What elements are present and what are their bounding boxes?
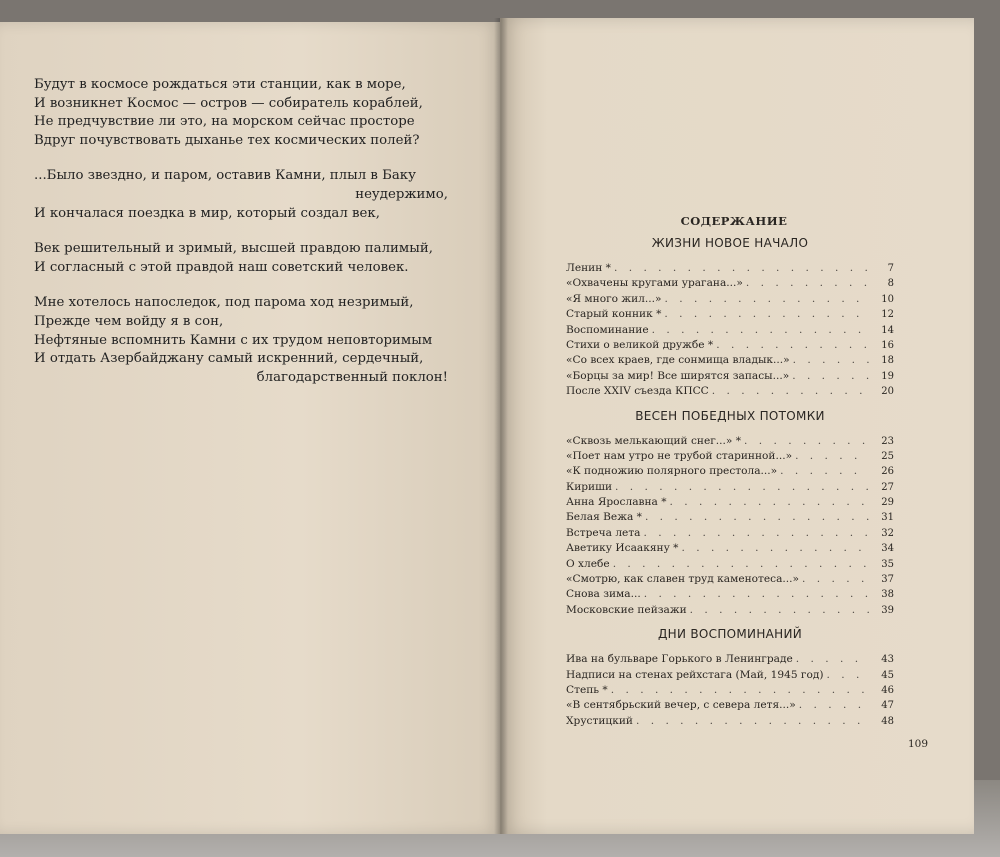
toc-section-entries bbox=[566, 262, 894, 401]
toc-entry bbox=[566, 435, 894, 450]
toc-entry-page: 34 bbox=[881, 543, 894, 555]
toc-entry-title: Аветику Исаакяну * bbox=[566, 542, 679, 555]
toc-entry-page: 47 bbox=[881, 700, 894, 712]
dot-leader bbox=[793, 354, 869, 366]
toc-entry-page: 16 bbox=[881, 339, 894, 351]
poem-stanza bbox=[34, 294, 454, 387]
dot-leader bbox=[670, 496, 869, 508]
toc-entry-title: Московские пейзажи bbox=[566, 603, 687, 616]
toc-entry-page: 7 bbox=[887, 263, 894, 274]
toc-entry-title: Воспоминание bbox=[566, 323, 649, 336]
toc-entry-title: После XXIV съезда КПСС bbox=[566, 385, 709, 398]
poem-line: Не предчувствие ли это, на морском сейчас просторе bbox=[34, 114, 415, 130]
toc-entry-page: 46 bbox=[881, 684, 894, 696]
toc-entry-title: Кириши bbox=[566, 480, 613, 493]
toc-entry-title: «Борцы за мир! Все ширятся запасы...» bbox=[566, 369, 790, 382]
toc-entry-title: Ленин * bbox=[566, 262, 611, 274]
toc-entry bbox=[566, 262, 894, 277]
toc-entry bbox=[566, 465, 894, 480]
dot-leader bbox=[613, 558, 869, 570]
toc-entry-title: «Я много жил...» bbox=[566, 292, 662, 305]
toc-entry-title: «Со всех краев, где сонмища владык...» bbox=[566, 354, 790, 367]
poem-stanza bbox=[34, 240, 454, 277]
dot-leader bbox=[664, 308, 869, 320]
page-number: 109 bbox=[908, 738, 929, 750]
toc-entry bbox=[566, 324, 894, 339]
toc-entry-page: 43 bbox=[881, 654, 894, 666]
dot-leader bbox=[611, 684, 869, 696]
toc-entry-title: Анна Ярославна * bbox=[566, 496, 667, 509]
toc-entry-title: «Поет нам утро не трубой старинной...» bbox=[566, 449, 793, 462]
dot-leader bbox=[644, 588, 869, 600]
toc-entry bbox=[566, 293, 894, 308]
toc-entry bbox=[566, 588, 894, 603]
toc-entry-title: «Охвачены кругами урагана...» bbox=[566, 277, 743, 290]
poem-line: Вдруг почувствовать дыханье тех космических полей? bbox=[34, 132, 420, 148]
toc-entry-title: «В сентябрьский вечер, с севера летя...» bbox=[566, 699, 796, 712]
toc-entry bbox=[566, 308, 894, 323]
toc-entry-page: 45 bbox=[881, 669, 894, 681]
toc-entry bbox=[566, 699, 894, 714]
toc-entry-page: 19 bbox=[881, 370, 894, 382]
toc-entry bbox=[566, 715, 894, 730]
toc-entry-page: 10 bbox=[881, 293, 894, 305]
toc-section-entries bbox=[566, 435, 894, 620]
poem-line: И кончалася поездка в мир, который создал век, bbox=[34, 205, 380, 221]
dot-leader bbox=[614, 262, 869, 274]
poem-line: Прежде чем войду я в сон, bbox=[34, 313, 224, 329]
toc-entry-page: 38 bbox=[881, 589, 894, 601]
toc-entry bbox=[566, 684, 894, 699]
toc-entry-page: 14 bbox=[881, 324, 894, 336]
toc-entry bbox=[566, 354, 894, 369]
poem-stanza bbox=[34, 167, 454, 223]
table-of-contents bbox=[566, 214, 894, 738]
toc-entry-title: Старый конник * bbox=[566, 308, 662, 321]
dot-leader bbox=[652, 324, 869, 336]
dot-leader bbox=[744, 435, 869, 447]
toc-section-heading: ВЕСЕН ПОБЕДНЫХ ПОТОМКИ bbox=[635, 408, 825, 423]
poem-line: Век решительный и зримый, высшей правдою палимый, bbox=[34, 241, 433, 257]
toc-entry-page: 8 bbox=[887, 278, 894, 290]
poem-line: Нефтяные вспомнить Камни с их трудом неповторимым bbox=[34, 332, 433, 348]
dot-leader bbox=[780, 465, 869, 477]
dot-leader bbox=[712, 385, 869, 397]
toc-entry-title: Надписи на стенах рейхстага (Май, 1945 год) bbox=[566, 668, 824, 681]
toc-entry bbox=[566, 527, 894, 542]
poem-line: ...Было звездно, и паром, оставив Камни, плыл в Баку bbox=[34, 168, 416, 184]
toc-entry-title: О хлебе bbox=[566, 557, 610, 570]
toc-entry-page: 29 bbox=[881, 497, 894, 509]
toc-entry bbox=[566, 370, 894, 385]
toc-entry-title: «Смотрю, как славен труд каменотеса...» bbox=[566, 573, 799, 586]
toc-entry-page: 25 bbox=[881, 450, 894, 462]
dot-leader bbox=[716, 339, 869, 351]
toc-entry-title: «Сквозь мелькающий снег...» * bbox=[566, 434, 742, 447]
toc-entry-page: 26 bbox=[881, 466, 894, 478]
toc-entry-title: Степь * bbox=[566, 683, 608, 696]
dot-leader bbox=[645, 511, 869, 523]
toc-entry-page: 37 bbox=[881, 574, 894, 586]
toc-entry-title: Стихи о великой дружбе * bbox=[566, 338, 714, 351]
dot-leader bbox=[792, 370, 869, 382]
toc-section-heading: ДНИ ВОСПОМИНАНИЙ bbox=[657, 627, 803, 642]
poem-stanza bbox=[34, 76, 454, 150]
toc-entry-title: Ива на бульваре Горького в Ленинграде bbox=[566, 653, 793, 666]
dot-leader bbox=[644, 527, 870, 539]
toc-entry-page: 12 bbox=[881, 309, 894, 321]
toc-entry bbox=[566, 669, 894, 684]
toc-entry bbox=[566, 542, 894, 557]
toc-entry-page: 48 bbox=[881, 715, 894, 727]
dot-leader bbox=[746, 277, 869, 289]
dot-leader bbox=[796, 653, 869, 665]
poem-text bbox=[34, 76, 454, 404]
toc-section-heading: ЖИЗНИ НОВОЕ НАЧАЛО bbox=[651, 236, 809, 250]
poem-line: И возникнет Космос — остров — собиратель кораблей, bbox=[34, 95, 423, 111]
toc-entry-title: Хрустицкий bbox=[566, 714, 633, 727]
poem-line: И согласный с этой правдой наш советский человек. bbox=[34, 259, 409, 275]
dot-leader bbox=[665, 293, 870, 305]
toc-entry-page: 32 bbox=[881, 527, 894, 539]
dot-leader bbox=[795, 450, 869, 462]
dot-leader bbox=[681, 542, 869, 554]
dot-leader bbox=[802, 573, 869, 585]
toc-section-entries bbox=[566, 653, 894, 730]
toc-entry bbox=[566, 339, 894, 354]
toc-entry-title: Встреча лета bbox=[566, 526, 641, 539]
toc-entry bbox=[566, 496, 894, 511]
dot-leader bbox=[690, 604, 869, 616]
toc-entry bbox=[566, 653, 894, 668]
poem-line: Мне хотелось напоследок, под парома ход незримый, bbox=[34, 295, 414, 311]
toc-entry-page: 23 bbox=[881, 435, 894, 447]
toc-entry bbox=[566, 604, 894, 619]
book-gutter bbox=[494, 18, 508, 834]
dot-leader bbox=[799, 699, 869, 711]
toc-entry-page: 35 bbox=[881, 558, 894, 570]
toc-entry-title: Белая Вежа * bbox=[566, 511, 642, 524]
toc-entry-page: 39 bbox=[881, 604, 894, 616]
toc-title: СОДЕРЖАНИЕ bbox=[680, 214, 788, 228]
toc-entry bbox=[566, 511, 894, 526]
toc-entry-page: 20 bbox=[881, 386, 894, 398]
toc-entry bbox=[566, 450, 894, 465]
dot-leader bbox=[827, 669, 869, 681]
poem-line: Будут в космосе рождаться эти станции, как в море, bbox=[34, 77, 406, 92]
toc-entry-page: 18 bbox=[881, 355, 894, 367]
toc-entry bbox=[566, 385, 894, 400]
toc-entry-page: 27 bbox=[881, 481, 894, 493]
toc-entry bbox=[566, 558, 894, 573]
dot-leader bbox=[615, 481, 869, 493]
toc-entry bbox=[566, 481, 894, 496]
toc-entry bbox=[566, 573, 894, 588]
poem-line: И отдать Азербайджану самый искренний, сердечный, bbox=[34, 351, 424, 367]
toc-entry bbox=[566, 277, 894, 292]
poem-line: неудержимо, bbox=[355, 186, 448, 202]
toc-entry-page: 31 bbox=[881, 512, 894, 524]
poem-line: благодарственный поклон! bbox=[256, 369, 448, 385]
toc-entry-title: Снова зима... bbox=[566, 588, 641, 601]
dot-leader bbox=[636, 715, 869, 727]
toc-entry-title: «К подножию полярного престола...» bbox=[566, 465, 778, 478]
